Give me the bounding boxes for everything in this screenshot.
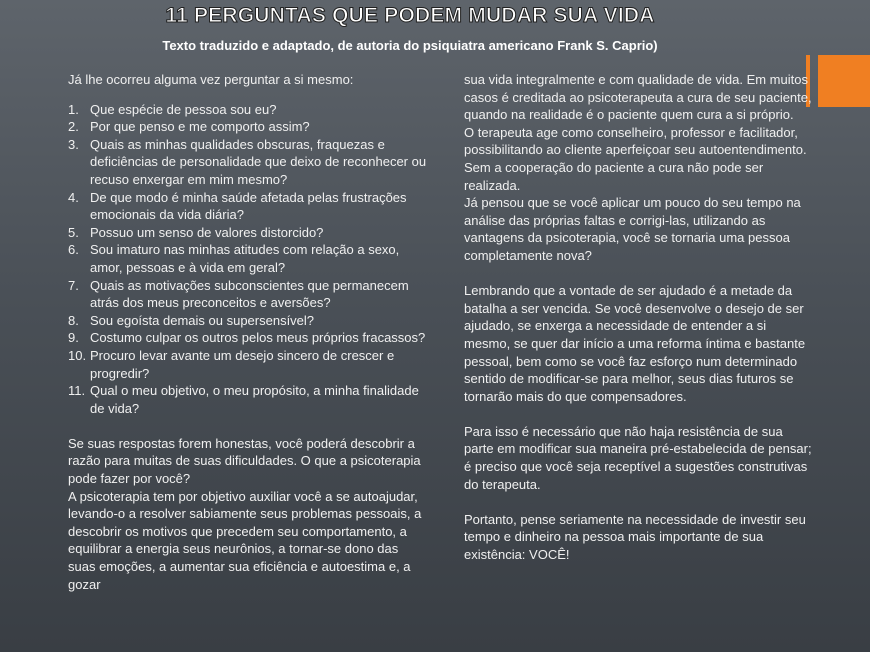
question-text: Quais as motivações subconscientes que permanecem atrás dos meus preconceitos e aversões? <box>90 277 409 311</box>
right-paragraph-3: Já pensou que se você aplicar um pouco do seu tempo na análise das próprias faltas e corrigi-las, utilizando as vantagens da psicoterapia, você se tornaria uma pessoa completamente nova? <box>464 195 801 263</box>
question-text: Possuo um senso de valores distorcido? <box>90 224 324 240</box>
spacer <box>464 265 814 283</box>
question-list <box>68 101 428 418</box>
question-number: 7. <box>68 277 79 293</box>
question-text: Qual o meu objetivo, o meu propósito, a minha finalidade de vida? <box>90 383 419 416</box>
right-paragraph-1: sua vida integralmente e com qualidade de vida. Em muitos casos é creditada ao psicoterapeuta a cura de seu paciente, quando na realidade é o paciente quem cura a si próprio. <box>464 72 812 123</box>
right-column <box>464 71 814 564</box>
question-number: 4. <box>68 189 79 205</box>
question-item <box>68 329 428 347</box>
right-paragraph-2: O terapeuta age como conselheiro, professor e facilitador, possibilitando ao cliente aperfeiçoar seu autoentendimento. Sem a cooperação do paciente a cura não pode ser realizada. <box>464 124 807 193</box>
question-text: Procuro levar avante um desejo sincero de crescer e progredir? <box>90 347 395 381</box>
question-text: Sou egoísta demais ou supersensível? <box>90 312 315 328</box>
question-item <box>68 101 428 119</box>
page-subtitle: Texto traduzido e adaptado, de autoria do psiquiatra americano Frank S. Caprio) <box>162 38 658 53</box>
question-number: 6. <box>68 242 79 258</box>
question-text: Por que penso e me comporto assim? <box>90 119 310 135</box>
spacer <box>464 405 814 423</box>
question-number: 11. <box>68 383 86 399</box>
left-paragraph-2: A psicoterapia tem por objetivo auxiliar você a se autoajudar, levando-o a resolver sabiamente seus problemas pessoais, a descobrir os motivos que precedem seu comportamento, a equilibrar a energia seus neurônios, a tornar-se dono das suas emoções, a aumentar sua eficiência e autoestima e, a gozar <box>68 488 422 592</box>
right-paragraph-5: Para isso é necessário que não haja resistência de sua parte em modificar sua maneira pré-estabelecida de pensar; é preciso que você seja receptível a sugestões construtivas do terapeuta. <box>464 423 812 492</box>
question-item <box>68 382 428 417</box>
left-column <box>68 71 428 593</box>
question-item <box>68 347 428 382</box>
question-number: 1. <box>68 101 79 117</box>
question-item <box>68 312 428 330</box>
question-text: Que espécie de pessoa sou eu? <box>90 101 277 117</box>
accent-square <box>818 55 870 107</box>
question-number: 9. <box>68 330 79 346</box>
question-text: Costumo culpar os outros pelos meus próprios fracassos? <box>90 330 426 346</box>
spacer <box>68 417 428 435</box>
page-title: 11 PERGUNTAS QUE PODEM MUDAR SUA VIDA <box>165 4 655 27</box>
question-item <box>68 118 428 136</box>
question-item <box>68 224 428 242</box>
question-item <box>68 136 428 189</box>
question-number: 3. <box>68 136 79 152</box>
question-number: 2. <box>68 119 79 135</box>
intro-text: Já lhe ocorreu alguma vez perguntar a si mesmo: <box>68 72 354 87</box>
question-number: 5. <box>68 224 79 240</box>
right-paragraph-6: Portanto, pense seriamente na necessidade de investir seu tempo e dinheiro na pessoa mais importante de sua existência: VOCÊ! <box>464 511 806 563</box>
question-text: De que modo é minha saúde afetada pelas frustrações emocionais da vida diária? <box>90 189 407 223</box>
question-item <box>68 189 428 224</box>
question-item <box>68 277 428 312</box>
question-item <box>68 241 428 276</box>
spacer <box>464 493 814 511</box>
question-number: 10. <box>68 347 87 363</box>
right-paragraph-4: Lembrando que a vontade de ser ajudado é a metade da batalha a ser vencida. Se você desenvolve o desejo de ser ajudado, se enxerga a necessidade de entender a si mesmo, se quer dar início a uma reforma íntima e bastante pessoal, bem como se você faz esforço num determinado sentido de modificar-se para melhor, seus dias futuros se tornarão mais do que compensadores. <box>464 283 806 404</box>
left-paragraph-1: Se suas respostas forem honestas, você poderá descobrir a razão para muitas de suas dificuldades. O que a psicoterapia pode fazer por você? <box>68 435 421 487</box>
question-text: Quais as minhas qualidades obscuras, fraquezas e deficiências de personalidade que deixo de reconhecer ou recuso enxergar em mim mesmo? <box>90 136 427 187</box>
question-text: Sou imaturo nas minhas atitudes com relação a sexo, amor, pessoas e à vida em geral? <box>90 242 400 275</box>
question-number: 8. <box>68 312 79 328</box>
